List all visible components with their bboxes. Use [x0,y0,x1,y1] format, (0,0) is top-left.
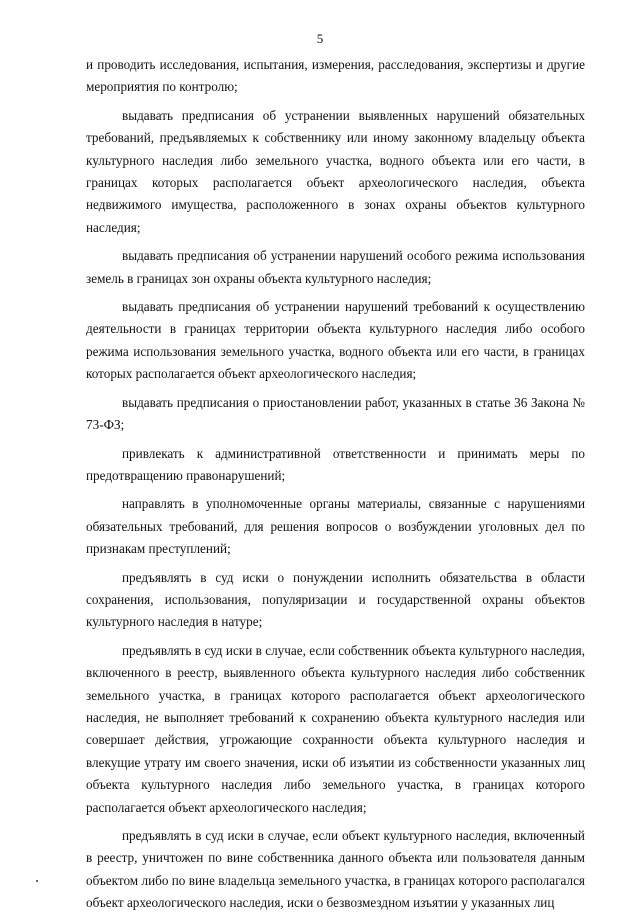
paragraph-4: выдавать предписания об устранении нарушений требований к осуществлению деятельности в границах территории объекта культурного наследия либо особого режима использования земельного участка, водного объекта или его части, в границах которых располагается объект археологического наследия; [86,299,585,382]
paragraph-9: предъявлять в суд иски в случае, если собственник объекта культурного наследия, включенного в реестр, выявленного объекта культурного наследия либо собственник земельного участка, в границах которого располагается объект археологического наследия, не выполняет требований к сохранению объекта культурного наследия или совершает действия, угрожающие сохранности объекта культурного наследия и влекущие утрату им своего значения, иски об изъятии из собственности указанных лиц объекта культурного наследия либо земельного участка, в границах которого располагается объект археологического наследия; [86,642,585,815]
paragraph-10: предъявлять в суд иски в случае, если объект культурного наследия, включенный в реестр, уничтожен по вине собственника данного объекта или пользователя данным объектом либо по вине владельца земельного участка, в границах которого располагался объект археологического наследия, иски о безвозмездном изъятии у указанных лиц [86,828,585,911]
paragraph-3: выдавать предписания об устранении нарушений особого режима использования земель в границах зон охраны объекта культурного наследия; [86,248,585,286]
paragraph-8: предъявлять в суд иски о понуждении исполнить обязательства в области сохранения, использования, популяризации и государственной охраны объектов культурного наследия в натуре; [86,569,585,630]
paragraph-1: и проводить исследования, испытания, измерения, расследования, экспертизы и другие мероприятия по контролю; [86,57,585,95]
page-number: 5 [316,31,324,46]
paragraph-2: выдавать предписания об устранении выявленных нарушений обязательных требований, предъявляемых к собственнику или иному законному владельцу объекта культурного наследия либо земельного участка, водного объекта или его части, в границах которых располагается объект археологического наследия, объекта недвижимого имущества, расположенного в зонах охраны объектов культурного наследия; [86,107,585,235]
paragraph-7: направлять в уполномоченные органы материалы, связанные с нарушениями обязательных требований, для решения вопросов о возбуждении уголовных дел по признакам преступлений; [86,496,585,557]
paragraph-5: выдавать предписания о приостановлении работ, указанных в статье 36 Закона № 73-ФЗ; [86,394,585,433]
scan-speck [36,880,38,882]
document-body [86,54,585,921]
paragraph-6: привлекать к административной ответственности и принимать меры по предотвращению правонарушений; [86,445,585,483]
